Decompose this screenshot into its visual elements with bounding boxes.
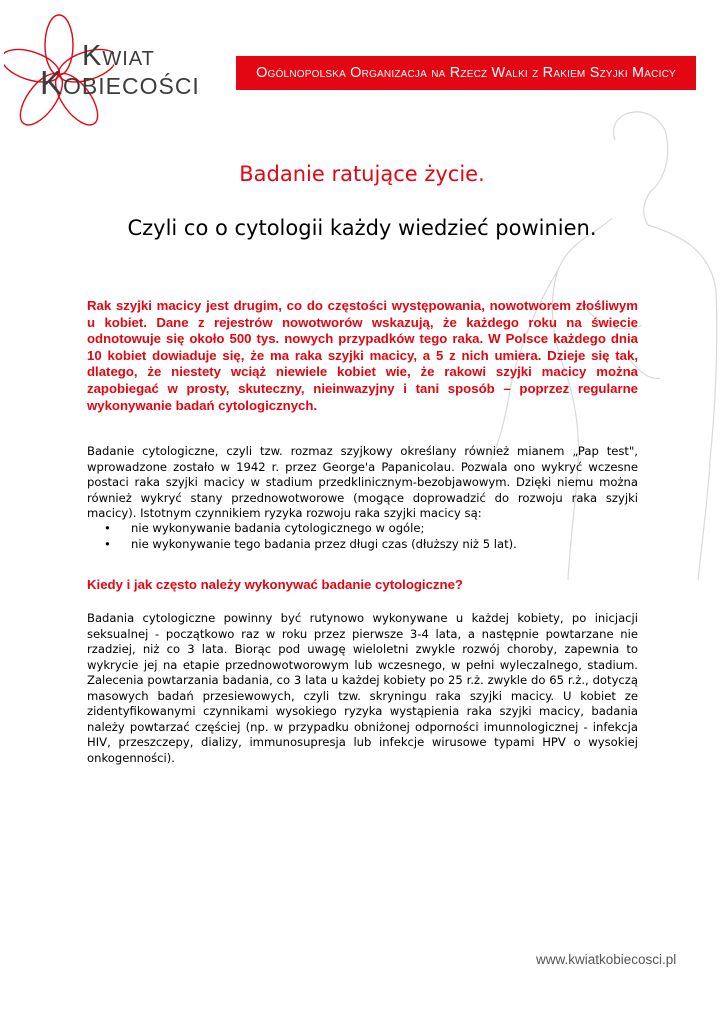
logo-text-line2: Kobiecości <box>40 64 200 101</box>
document-title: Badanie ratujące życie. <box>239 162 485 186</box>
frequency-paragraph: Badania cytologiczne powinny być rutynowo wykonywane u każdej kobiety, po inicjacji seksualnej - początkowo raz w roku przez pierwsze 3-4 lata, a następnie powtarzane nie rzadziej, niż co 3 lata. Biorąc pod uwagę wieloletni zwykle rozwój choroby, zapewnia to wykrycie jej na etapie przednowotworowym lub wczesnego, w pełni wyleczalnego, stadium. Zalecenia powtarzania badania, co 3 lata u każdej kobiety po 25 r.ż. zwykle do 65 r.ż., dotyczą masowych badań przesiewowych, czyli tzw. skryningu raka szyjki macicy. U kobiet ze zidentyfikowanymi czynnikami wysokiego ryzyka wystąpienia raka szyjki macicy, badania należy powtarzać częściej (np. w przypadku obniżonej odporności imunnologicznej - infekcja HIV, przeszczepy, dializy, immunosupresja lub infekcje wirusowe typami HPV o wysokiej onkogenności). <box>87 611 638 765</box>
list-item: • nie wykonywanie badania cytologicznego w ogóle; <box>104 520 517 536</box>
document-subtitle: Czyli co o cytologii każdy wiedzieć powinien. <box>127 216 597 240</box>
list-item: • nie wykonywanie tego badania przez długi czas (dłuższy niż 5 lat). <box>104 536 517 552</box>
footer-website-url: www.kwiatkobiecosci.pl <box>536 952 677 967</box>
section-heading: Kiedy i jak często należy wykonywać badanie cytologiczne? <box>87 577 463 592</box>
organization-banner: Ogólnopolska Organizacja na Rzecz Walki z Rakiem Szyjki Macicy <box>236 56 696 90</box>
risk-factor-list <box>104 520 517 552</box>
logo-text-line1: Kwiat <box>82 40 155 72</box>
pap-test-paragraph: Badanie cytologiczne, czyli tzw. rozmaz szyjkowy określany również mianem „Pap test", wprowadzone zostało w 1942 r. przez George'a Papanicolau. Pozwala ono wykryć wczesne postaci raka szyjki macicy w stadium przedklinicznym-bezobjawowym. Dzięki niemu można również wykryć stany przednowotworowe (mogące doprowadzić do rozwoju raka szyjki macicy). Istotnym czynnikiem ryzyka rozwoju raka szyjki macicy są: <box>87 444 638 520</box>
intro-paragraph: Rak szyjki macicy jest drugim, co do częstości występowania, nowotworem złośliwym u kobiet. Dane z rejestrów nowotworów wskazują, że każdego roku na świecie odnotowuje się około 500 tys. nowych przypadków tego raka. W Polsce każdego dnia 10 kobiet dowiaduje się, że ma raka szyjki macicy, a 5 z nich umiera. Dzieje się tak, dlatego, że niestety wciąż niewiele kobiet wie, że rakowi szyjki macicy można zapobiegać w prosty, skuteczny, nieinwazyjny i tani sposób – poprzez regularne wykonywanie badań cytologicznych. <box>87 298 638 413</box>
